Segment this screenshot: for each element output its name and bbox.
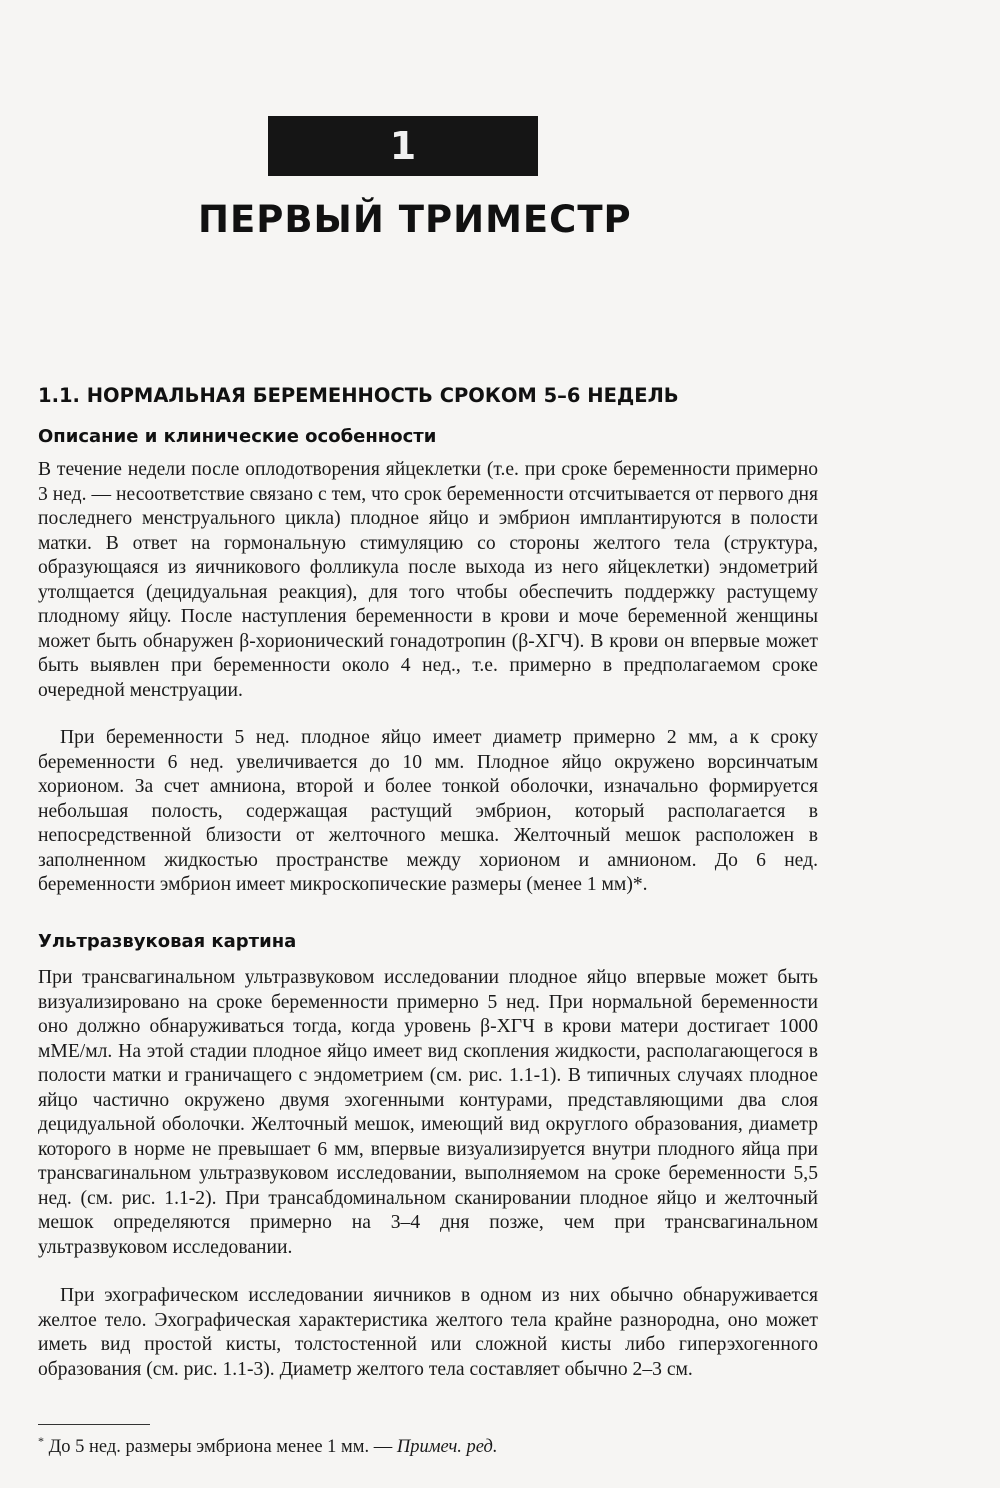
ultrasound-paragraph-1: При трансвагинальном ультразвуковом исследовании плодное яйцо впервые может быть визуализировано на сроке беременности примерно 5 нед. При нормальной беременности оно должно обнаруживаться тогда, когда уровень β-ХГЧ в крови матери достигает 1000 мМЕ/мл. На этой стадии плодное яйцо имеет вид скопления жидкости, располагающегося в полости матки и граничащего с эндометрием (см. рис. 1.1-1). В типичных случаях плодное яйцо частично окружено двумя эхогенными контурами, представляющими два слоя децидуальной оболочки. Желточный мешок, имеющий вид округлого образования, диаметр которого в норме не превышает 6 мм, впервые визуализируется внутри плодного яйца при трансвагинальном ультразвуковом исследовании, выполняемом на сроке беременности 5,5 нед. (см. рис. 1.1-2). При трансабдоминальном сканировании плодное яйцо и желточный мешок определяются примерно на 3–4 дня позже, чем при трансвагинальном ультразвуковом исследовании. [38,967,818,1258]
subsection-ultrasound [38,931,818,952]
footnote-text: До 5 нед. размеры эмбриона менее 1 мм. — [44,1437,397,1457]
description-paragraph-2-block [38,726,818,898]
chapter-title: ПЕРВЫЙ ТРИМЕСТР [198,198,632,241]
ultrasound-paragraph-2: При эхографическом исследовании яичников в одном из них обычно обнаруживается желтое тело. Эхографическая характеристика желтого тела крайне разнородна, оно может иметь вид простой кисты, толстостенной или сложной кисты либо гиперэхогенного образования (см. рис. 1.1-3). Диаметр желтого тела составляет обычно 2–3 см. [38,1285,818,1380]
footnote-divider [38,1424,150,1425]
ultrasound-paragraph-1-block [38,966,818,1260]
description-paragraph-1: В течение недели после оплодотворения яйцеклетки (т.е. при сроке беременности примерно 3 нед. — несоответствие связано с тем, что срок беременности отсчитывается от первого дня последнего менструального цикла) плодное яйцо и эмбрион имплантируются в полости матки. В ответ на гормональную стимуляцию со стороны желтого тела (структура, образующаяся из яичникового фолликула после выхода из него яйцеклетки) эндометрий утолщается (децидуальная реакция), для того чтобы обеспечить поддержку растущему плодному яйцу. После наступления беременности в крови и моче беременной женщины может быть обнаружен β-хорионический гонадотропин (β-ХГЧ). В крови он впервые может быть выявлен при беременности около 4 нед., т.е. примерно в предполагаемом сроке очередной менструации. [38,459,818,701]
section-heading-block [38,384,818,407]
footnote-marker: * [38,1434,44,1448]
chapter-number: 1 [389,124,417,168]
subsection-description [38,426,818,447]
ultrasound-paragraph-2-block [38,1284,818,1382]
section-heading: 1.1. НОРМАЛЬНАЯ БЕРЕМЕННОСТЬ СРОКОМ 5–6 НЕДЕЛЬ [38,384,679,407]
footnote [38,1434,798,1458]
description-paragraph-1-block [38,458,818,703]
subsection-heading-ultrasound: Ультразвуковая картина [38,931,297,952]
subsection-heading-description: Описание и клинические особенности [38,426,437,447]
chapter-number-box [268,116,538,176]
footnote-note: Примеч. ред. [396,1437,498,1457]
description-paragraph-2: При беременности 5 нед. плодное яйцо имеет диаметр примерно 2 мм, а к сроку беременности 6 нед. увеличивается до 10 мм. Плодное яйцо окружено ворсинчатым хорионом. За счет амниона, второй и более тонкой оболочки, изначально формируется небольшая полость, содержащая растущий эмбрион, который располагается в непосредственной близости от желточного мешка. Желточный мешок расположен в заполненном жидкостью пространстве между хорионом и амнионом. До 6 нед. беременности эмбрион имеет микроскопические размеры (менее 1 мм)*. [38,727,818,895]
